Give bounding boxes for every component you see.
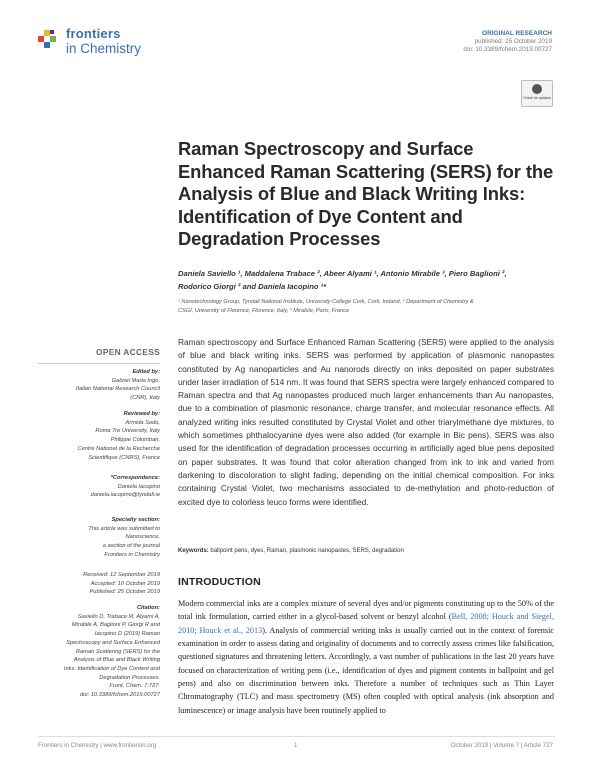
- brand-name: frontiers: [66, 26, 121, 41]
- keywords-label: Keywords:: [178, 548, 209, 554]
- citation-line: Saviello D, Trabace M, Alyami A,: [77, 613, 160, 620]
- footer-issue: October 2019 | Volume 7 | Article 727: [450, 742, 553, 749]
- author-line[interactable]: Daniela Saviello ¹, Maddalena Trabace ², Abeer Alyami ¹, Antonio Mirabile ³, Piero Baglioni ²,: [178, 269, 507, 278]
- citation-line: Inks: Identification of Dye Content and: [63, 665, 160, 672]
- check-updates-button[interactable]: [521, 80, 553, 107]
- article-title: Raman Spectroscopy and Surface Enhanced Raman Scattering (SERS) for the Analysis of Blue and Black Writing Inks: Identification of Dye Content and Degradation Processes: [178, 138, 554, 250]
- edited-by: [38, 368, 160, 403]
- specialty-line: a section of the journal: [102, 543, 160, 550]
- open-access-label: OPEN ACCESS: [96, 347, 160, 357]
- citation-doi[interactable]: doi: 10.3389/fchem.2019.00727: [79, 692, 160, 699]
- intro-text: ). Analysis of commercial writing inks is usually carried out in the context of forensic examination in order to assess dating and originality of documents and to correctly assess crimes like falsification, questioned signatures and threatening letters. Accordingly, a vast number of publications in the last 20 years have focused on characterization of writing pens (i.e., identification of dyes and pigment contents in ballpoint and gel pens) and also on discrimination between inks. Therefore a number of techniques such as Thin Layer Chromatography (TLC) and mass spectrometry (MS) often coupled with optical analysis (ink absorption and luminescence) or image analysis have been routinely applied to: [178, 625, 554, 715]
- footer-divider: [38, 736, 555, 737]
- specialty-line: Nanoscience,: [125, 534, 160, 541]
- reviewed-label: Reviewed by:: [123, 411, 160, 417]
- correspondence-email[interactable]: daniela.iacopino@tyndall.ie: [90, 492, 160, 499]
- reviewer-line: Roma Tre University, Italy: [95, 428, 160, 435]
- published-date: published: 25 October 2019: [474, 38, 552, 46]
- article-type: ORIGINAL RESEARCH: [482, 30, 552, 37]
- frontiers-logo-icon: [38, 28, 62, 52]
- affiliation-line: ¹ Nanotechnology Group, Tyndall National Institute, University College Cork, Cork, Ireland, ² Department of Chemistry &: [178, 299, 474, 305]
- footer-journal[interactable]: Frontiers in Chemistry | www.frontiersin.org: [38, 742, 157, 749]
- reviewer-line: Scientifique (CNRS), France: [88, 454, 160, 461]
- journal-name: in Chemistry: [66, 41, 142, 56]
- author-list: [178, 268, 563, 293]
- affiliations: [178, 298, 563, 317]
- page-number: 1: [294, 742, 298, 749]
- citation-label: Citation:: [136, 605, 160, 611]
- specialty-label: Specialty section:: [111, 517, 160, 523]
- doi-link[interactable]: doi: 10.3389/fchem.2019.00727: [463, 46, 552, 54]
- specialty-line: Frontiers in Chemistry: [104, 551, 160, 558]
- intro-text: Modern commercial inks are a complex mixture of several dyes and/or pigments constituting up to the 50% of the total ink formulation, carried either in a glycol-based solvent or benzyl alcohol (: [178, 599, 554, 622]
- reviewer-line: Philippe Colomban,: [110, 437, 160, 444]
- intro-paragraph: [178, 597, 554, 717]
- check-updates-icon: [532, 84, 542, 94]
- article-meta: [463, 30, 552, 55]
- specialty-line: This article was submitted to: [88, 525, 160, 532]
- citation-line: Raman Scattering (SERS) for the: [75, 648, 160, 655]
- affiliation-line: CSGI, University of Florence, Florence, Italy, ³ Mirabile, Paris, France: [178, 308, 350, 315]
- citation: [38, 604, 160, 700]
- citation-line: Degradation Processes.: [99, 674, 160, 681]
- correspondence-name: Daniela Iacopino: [117, 483, 160, 490]
- correspondence: [38, 474, 160, 500]
- specialty-section: [38, 516, 160, 560]
- reviewer-line: Armida Sodo,: [125, 419, 160, 426]
- received-date: Received: 12 September 2019: [83, 572, 160, 578]
- keywords-text: ballpoint pens, dyes, Raman, plasmonic nanopastes, SERS, degradation: [210, 548, 404, 554]
- citation-line: Analysis of Blue and Black Writing: [73, 657, 160, 664]
- sidebar-divider: [38, 363, 160, 364]
- citation-line: Front. Chem. 7:727.: [109, 683, 160, 690]
- dates: [38, 571, 160, 597]
- citation-line: Iacopino D (2019) Raman: [94, 631, 160, 638]
- reviewed-by: [38, 410, 160, 462]
- citation-line: Mirabile A, Baglioni P, Giorgi R and: [71, 622, 160, 629]
- reviewer-line: Centre National de la Recherche: [77, 445, 160, 452]
- edited-label: Edited by:: [132, 369, 160, 375]
- journal-logo[interactable]: [38, 26, 238, 76]
- citation-line: Spectroscopy and Surface Enhanced: [66, 639, 160, 646]
- abstract: Raman spectroscopy and Surface Enhanced Raman Scattering (SERS) were applied to the analysis of blue and black writing inks. SERS was performed by application of plasmonic nanopastes constituted by Ag nanoparticles and Au nanorods directly on inks deposited on paper substrates under laser irradiation of 514 nm. It was found that SERS spectra were largely enhanced compared to Raman spectra and that Ag nanopastes produced much larger enhancements than Au nanopastes, due to a combination of plasmonic resonance, charge transfer, and molecular resonance effects. All analyzed writing inks resulted constituted by Crystal Violet and other triarylmethane dye mixtures, to which sometimes phthalocyanine dyes were also added (for example in Bic pens). SERS was also used for the identification of degradation processes occurring in artificially aged blue pens deposited on paper substrates. It was found that color alteration changed from ink to ink and varied from darkening to discoloration to slight fading, depending on the initial chemical composition. For inks containing Crystal Violet, two mechanisms associated to de-methylation and photo-reduction of excited dye to colorless leuco forms were identified.: [178, 337, 554, 507]
- editor-line: (CNR), Italy: [130, 395, 160, 402]
- editor-line: Italian National Research Council: [75, 386, 160, 393]
- correspondence-label: *Correspondence:: [110, 475, 160, 481]
- section-heading: INTRODUCTION: [178, 576, 261, 588]
- citation-link[interactable]: Bell, 2008; Houck and Siegel, 2010; Houck et al., 2013: [178, 612, 554, 635]
- published-date-side: Published: 25 October 2019: [89, 589, 160, 596]
- accepted-date: Accepted: 10 October 2019: [90, 580, 160, 587]
- editor-line: Gabriel Maria Ingo,: [111, 377, 160, 384]
- author-line[interactable]: Rodorico Giorgi ² and Daniela Iacopino ¹*: [178, 281, 327, 291]
- keywords: [178, 547, 563, 555]
- check-updates-label: Check for updates: [523, 96, 551, 100]
